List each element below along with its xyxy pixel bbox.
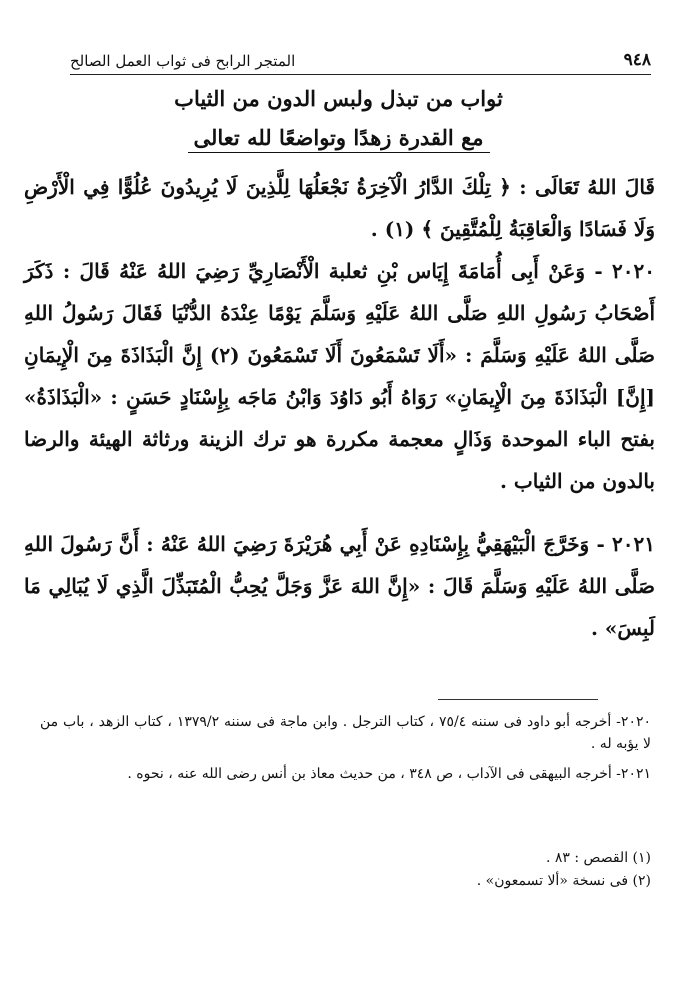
note-1: (١) القصص : ٨٣ .	[545, 850, 651, 866]
hadith-2021-paragraph: ٢٠٢١ - وَخَرَّجَ الْبَيْهَقِيُّ بِإِسْنَادِهِ عَنْ أَبِي هُرَيْرَةَ رَضِيَ اللهُ عَنْهُ : أَنَّ رَسُولَ اللهِ صَلَّى اللهُ عَلَيْهِ وَسَلَّمَ قَالَ : «إِنَّ اللهَ عَزَّ وَجَلَّ يُحِبُّ الْمُتَبَذِّلَ الَّذِي لَا يُبَالِي مَا لَبِسَ» .	[24, 532, 655, 640]
quran-verse-paragraph: قَالَ اللهُ تَعَالَى : ﴿ تِلْكَ الدَّارُ الْآخِرَةُ نَجْعَلُهَا لِلَّذِينَ لَا يُرِيدُونَ عُلُوًّا فِي الْأَرْضِ وَلَا فَسَادًا وَالْعَاقِبَةُ لِلْمُتَّقِينَ ﴾ (١) .	[24, 175, 655, 241]
note-2: (٢) فى نسخة «ألا تسمعون» .	[476, 873, 651, 889]
chapter-title-line-1: ثواب من تبذل ولبس الدون من الثياب	[174, 86, 503, 111]
footnote-2020: ٢٠٢٠- أخرجه أبو داود فى سننه ٧٥/٤ ، كتاب الترجل . وابن ماجة فى سننه ١٣٧٩/٢ ، كتاب الزهد ، باب من لا يؤبه له .	[40, 714, 651, 752]
footnote-separator	[438, 699, 598, 700]
page-header	[70, 40, 651, 70]
chapter-title-line-2-text: مع القدرة زهدًا وتواضعًا لله تعالى	[188, 125, 490, 153]
footnote-2021: ٢٠٢١- أخرجه البيهقى فى الآداب ، ص ٣٤٨ ، من حديث معاذ بن أنس رضى الله عنه ، نحوه .	[127, 766, 651, 782]
chapter-title-line-2	[0, 125, 677, 150]
header-rule	[70, 74, 651, 75]
running-title: المتجر الرابح فى ثواب العمل الصالح	[70, 52, 296, 70]
hadith-2020-paragraph: ٢٠٢٠ - وَعَنْ أَبِى أُمَامَةَ إِيَاس بْنِ ثعلبة الْأَنْصَارِيِّ رَضِيَ اللهُ عَنْهُ قَالَ : ذَكَرَ أَصْحَابُ رَسُولِ اللهِ صَلَّى اللهُ عَلَيْهِ وَسَلَّمَ يَوْمًا عِنْدَهُ الدُّنْيَا فَقَالَ رَسُولُ اللهِ صَلَّى اللهُ عَلَيْهِ وَسَلَّمَ : «أَلَا تَسْمَعُونَ أَلَا تَسْمَعُونَ (٢) إِنَّ الْبَذَاذَةَ مِنَ الْإِيمَانِ [إِنَّ] الْبَذَاذَةَ مِنَ الْإِيمَانِ» رَوَاهُ أَبُو دَاوُدَ وَابْنُ مَاجَه بِإِسْنَادٍ حَسَنٍ : «الْبَذَاذَةُ» بفتح الباء الموحدة وَذَالٍ معجمة مكررة هو ترك الزينة ورثاثة الهيئة والرضا بالدون من الثياب .	[24, 259, 656, 493]
page-number: ٩٤٨	[623, 50, 651, 70]
